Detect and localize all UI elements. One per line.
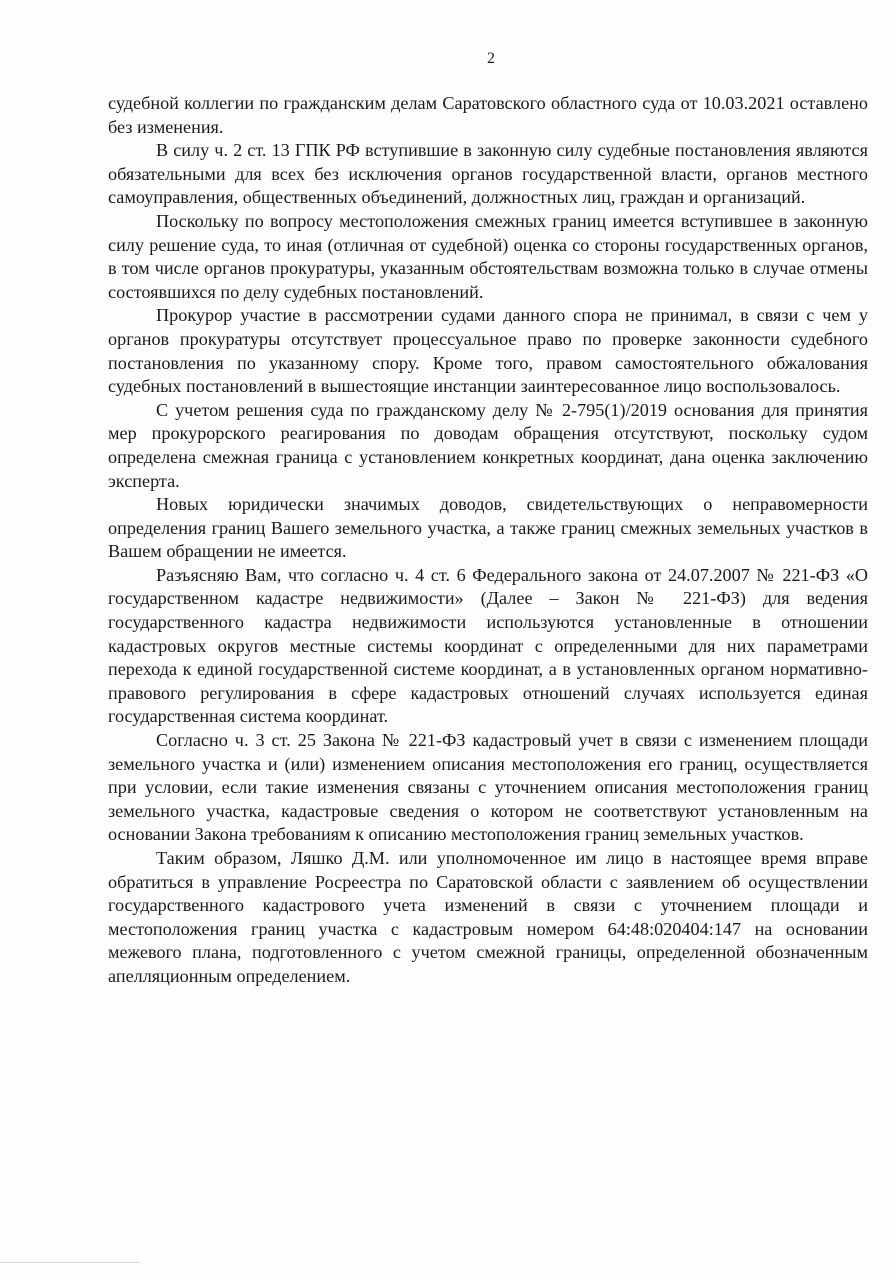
paragraph-4: Прокурор участие в рассмотрении судами данного спора не принимал, в связи с чем у органов прокуратуры отсутствует процессуальное право по проверке законности судебного постановления по указанному спору. Кроме того, правом самостоятельного обжалования судебных постановлений в вышестоящие инстанции заинтересованное лицо воспользовалось.: [108, 305, 868, 397]
paragraph-6: Новых юридически значимых доводов, свидетельствующих о неправомерности определения границ Вашего земельного участка, а также границ смежных земельных участков в Вашем обращении не имеется.: [108, 494, 868, 562]
paragraph-2: В силу ч. 2 ст. 13 ГПК РФ вступившие в законную силу судебные постановления являются обязательными для всех без исключения органов государственной власти, органов местного самоуправления, общественных объединений, должностных лиц, граждан и организаций.: [108, 140, 868, 208]
paragraph-8: Согласно ч. 3 ст. 25 Закона № 221-ФЗ кадастровый учет в связи с изменением площади земельного участка и (или) изменением описания местоположения его границ, осуществляется при условии, если такие изменения связаны с уточнением описания местоположения границ земельного участка, кадастровые сведения о котором не соответствуют установленным на основании Закона требованиям к описанию местоположения границ земельных участков.: [108, 730, 868, 845]
paragraph-7: Разъясняю Вам, что согласно ч. 4 ст. 6 Федерального закона от 24.07.2007 № 221-ФЗ «О государственном кадастре недвижимости» (Далее – Закон № 221-ФЗ) для ведения государственного кадастра недвижимости используются установленные в отношении кадастровых округов местные системы координат с определенными для них параметрами перехода к единой государственной системе координат, а в установленных органом нормативно-правового регулирования в сфере кадастровых отношений случаях используется единая государственная система координат.: [108, 564, 868, 727]
paragraph-9: Таким образом, Ляшко Д.М. или уполномоченное им лицо в настоящее время вправе обратиться в управление Росреестра по Саратовской области с заявлением об осуществлении государственного кадастрового учета изменений в связи с уточнением площади и местоположения границ участка с кадастровым номером 64:48:020404:147 на основании межевого плана, подготовленного с учетом смежной границы, определенной обозначенным апелляционным определением.: [108, 848, 868, 986]
letter-body: [108, 92, 868, 989]
paragraph-5: С учетом решения суда по гражданскому делу № 2-795(1)/2019 основания для принятия мер прокурорского реагирования по доводам обращения отсутствуют, поскольку судом определена смежная граница с установлением конкретных координат, дана оценка заключению эксперта.: [108, 399, 868, 491]
paragraph-1: судебной коллегии по гражданским делам Саратовского областного суда от 10.03.2021 оставлено без изменения.: [108, 93, 868, 137]
paragraph-3: Поскольку по вопросу местоположения смежных границ имеется вступившее в законную силу решение суда, то иная (отличная от судебной) оценка со стороны государственных органов, в том числе органов прокуратуры, указанным обстоятельствам возможна только в случае отмены состоявшихся по делу судебных постановлений.: [108, 210, 868, 302]
scan-edge-line: [0, 1262, 140, 1263]
page-number: 2: [487, 50, 495, 67]
